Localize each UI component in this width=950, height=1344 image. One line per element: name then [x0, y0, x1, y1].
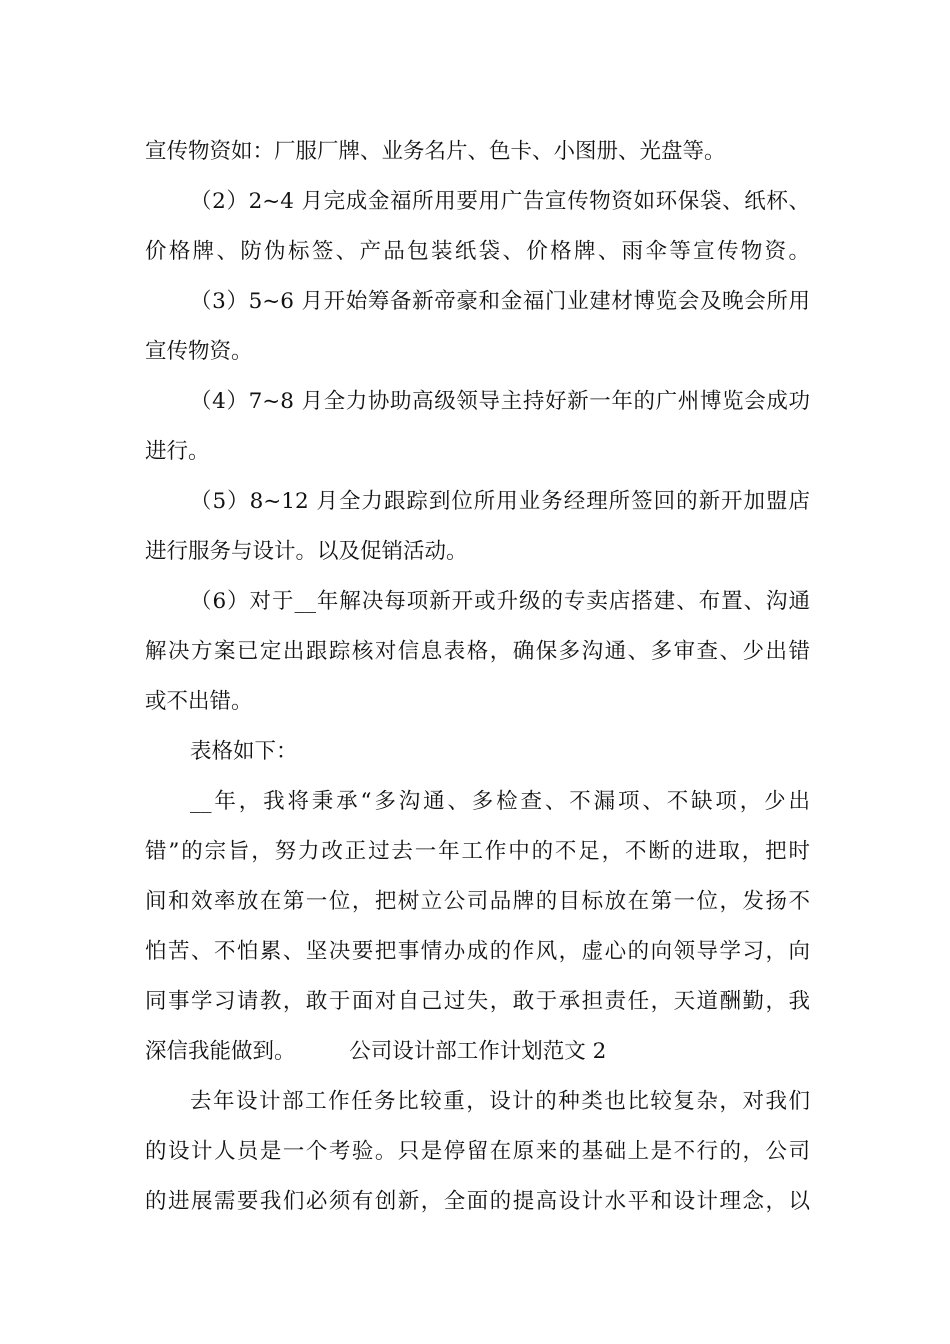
paragraph-line: __年，我将秉承“多沟通、多检查、不漏项、不缺项，少出: [190, 789, 810, 814]
paragraph-line: （2）2~4 月完成金福所用要用广告宣传物资如环保袋、纸杯、: [190, 189, 810, 214]
paragraph-line: 深信我能做到。 公司设计部工作计划范文 2: [145, 1039, 607, 1064]
paragraph-line: 的设计人员是一个考验。只是停留在原来的基础上是不行的，公司: [145, 1139, 810, 1164]
paragraph-line: 间和效率放在第一位，把树立公司品牌的目标放在第一位，发扬不: [145, 889, 810, 914]
paragraph-line: （5）8~12 月全力跟踪到位所用业务经理所签回的新开加盟店: [190, 489, 810, 514]
paragraph-line: 进行。: [145, 439, 210, 464]
paragraph-line: 错”的宗旨，努力改正过去一年工作中的不足，不断的进取，把时: [145, 839, 810, 864]
paragraph-line: 价格牌、防伪标签、产品包装纸袋、价格牌、雨伞等宣传物资。: [145, 239, 810, 264]
paragraph-line: 怕苦、不怕累、坚决要把事情办成的作风，虚心的向领导学习，向: [145, 939, 810, 964]
paragraph-line: 或不出错。: [145, 689, 253, 714]
paragraph-line: （3）5~6 月开始筹备新帝豪和金福门业建材博览会及晚会所用: [190, 289, 810, 314]
paragraph-line: 解决方案已定出跟踪核对信息表格，确保多沟通、多审查、少出错: [145, 639, 810, 664]
paragraph-line: （6）对于__年解决每项新开或升级的专卖店搭建、布置、沟通: [190, 589, 810, 614]
paragraph-line: 的进展需要我们必须有创新，全面的提高设计水平和设计理念，以: [145, 1189, 810, 1214]
paragraph-line: 宣传物资。: [145, 339, 253, 364]
paragraph-line: 去年设计部工作任务比较重，设计的种类也比较复杂，对我们: [190, 1089, 810, 1114]
paragraph-line: 进行服务与设计。以及促销活动。: [145, 539, 468, 564]
paragraph-line: 宣传物资如：厂服厂牌、业务名片、色卡、小图册、光盘等。: [145, 139, 726, 164]
paragraph-line: （4）7~8 月全力协助高级领导主持好新一年的广州博览会成功: [190, 389, 810, 414]
paragraph-line: 同事学习请教，敢于面对自己过失，敢于承担责任，天道酬勤，我: [145, 989, 810, 1014]
paragraph-line: 表格如下：: [190, 739, 298, 764]
